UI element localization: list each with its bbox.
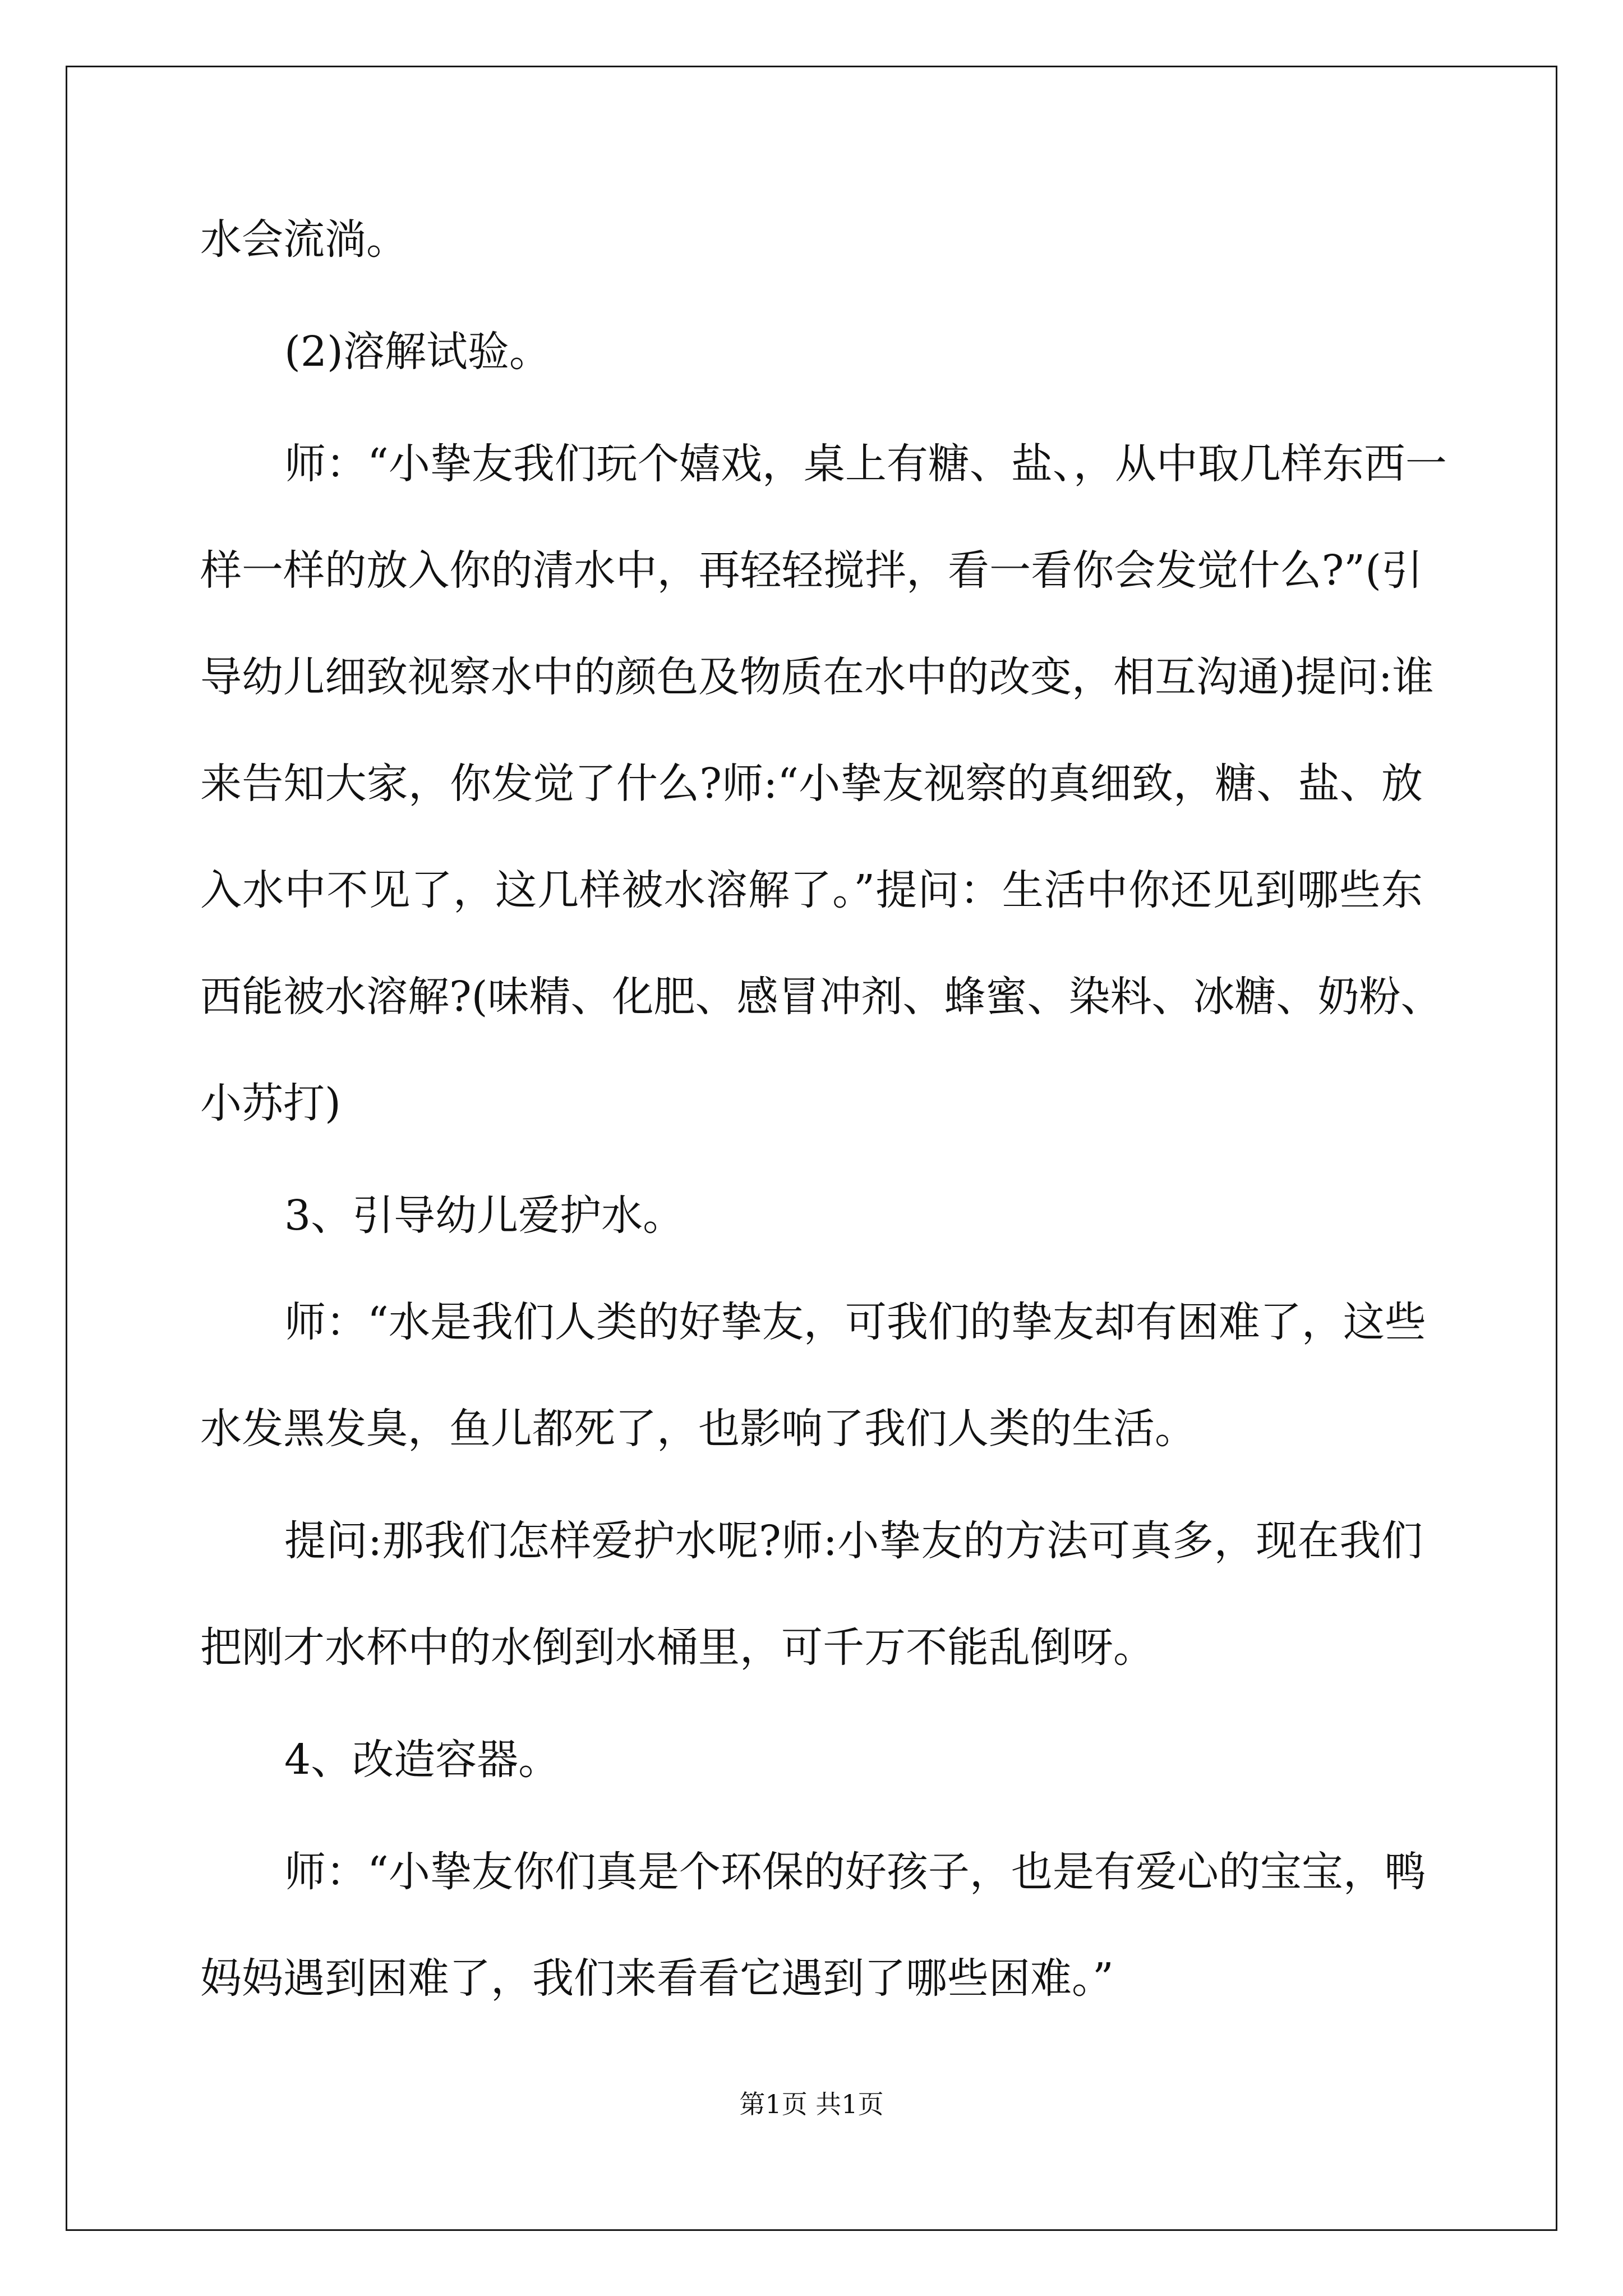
page-number-footer: 第1页 共1页 xyxy=(739,2089,884,2119)
page-border xyxy=(66,66,1557,2231)
text-line: (2)溶解试验。 xyxy=(284,328,551,376)
text-line: 3、引导幼儿爱护水。 xyxy=(284,1191,685,1240)
text-line: 妈妈遇到困难了，我们来看看它遇到了哪些困难。” xyxy=(200,1954,1114,2003)
text-line: 水发黑发臭，鱼儿都死了，也影响了我们人类的生活。 xyxy=(200,1405,1196,1453)
text-line: 师：“小挚友你们真是个环保的好孩子，也是有爱心的宝宝，鸭 xyxy=(284,1848,1426,1896)
text-line: 西能被水溶解?(味精、化肥、感冒冲剂、蜂蜜、染料、冰糖、奶粉、 xyxy=(200,973,1442,1021)
text-line: 提问:那我们怎样爱护水呢?师:小挚友的方法可真多，现在我们 xyxy=(284,1517,1423,1565)
text-line: 来告知大家，你发觉了什么?师:“小挚友视察的真细致，糖、盐、放 xyxy=(200,760,1423,808)
text-line: 把刚才水杯中的水倒到水桶里，可千万不能乱倒呀。 xyxy=(200,1623,1155,1672)
text-line: 导幼儿细致视察水中的颜色及物质在水中的改变，相互沟通)提问:谁 xyxy=(200,653,1434,701)
text-line: 入水中不见了，这几样被水溶解了。”提问：生活中你还见到哪些东 xyxy=(200,866,1423,914)
text-line: 师：“水是我们人类的好挚友，可我们的挚友却有困难了，这些 xyxy=(284,1298,1426,1346)
text-line: 小苏打) xyxy=(200,1079,341,1128)
text-line: 4、改造容器。 xyxy=(284,1736,560,1784)
text-line: 师：“小挚友我们玩个嬉戏，桌上有糖、盐、，从中取几样东西一 xyxy=(284,440,1447,488)
text-line: 水会流淌。 xyxy=(200,215,408,264)
text-line: 样一样的放入你的清水中，再轻轻搅拌，看一看你会发觉什么?”(引 xyxy=(200,546,1423,595)
